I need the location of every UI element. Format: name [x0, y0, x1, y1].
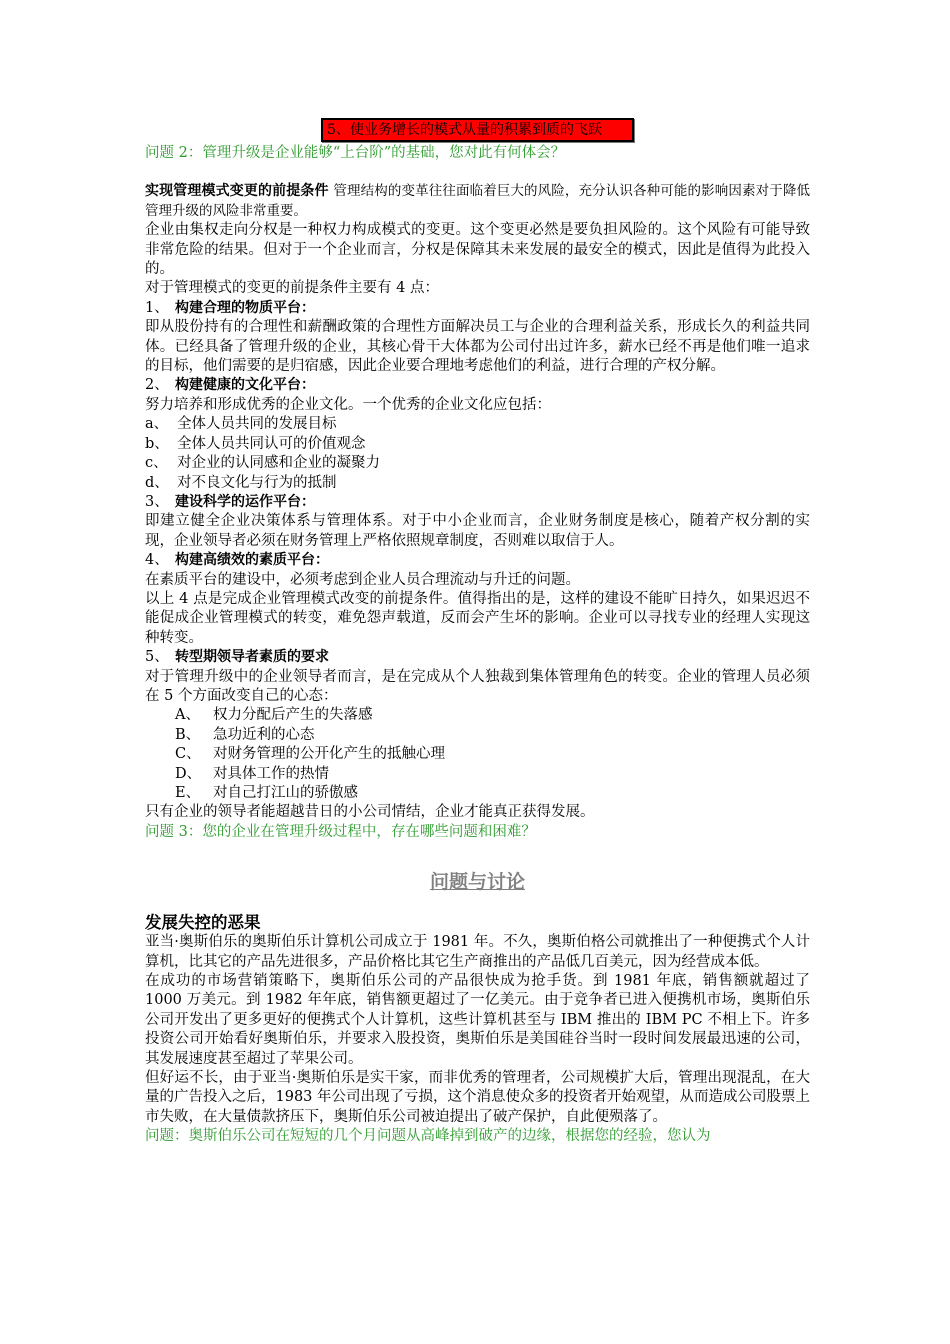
case-paragraph: 在成功的市场营销策略下，奥斯伯乐公司的产品很快成为抢手货。到 1981 年底，销售额就超过了 1000 万美元。到 1982 年年底，销售额更超过了一亿美元。由于竞争者已进入便携机市场，奥斯伯乐公司开发出了更多更好的便携式个人计算机，这些计算机甚至与 IBM 推出的 IBM PC 不相上下。许多投资公司开始看好奥斯伯乐，并要求入股投资，奥斯伯乐是美国硅谷当时一段时间发展最迅速的公司，其发展速度甚至超过了苹果公司。 [145, 973, 810, 1067]
list-item-heading: 5、 转型期领导者素质的要求 [145, 649, 329, 666]
list-item-heading: 3、 建设科学的运作平台： [145, 493, 315, 510]
list-item-heading: 1、 构建合理的物质平台： [145, 299, 315, 316]
list-item-heading: 2、 构建健康的文化平台： [145, 377, 315, 394]
section-title: 实现管理模式变更的前提条件 [145, 183, 329, 200]
paragraph-decentralization: 企业由集权走向分权是一种权力构成模式的变更。这个变更必然是要负担风险的。这个风险有可能导致非常危险的结果。但对于一个企业而言，分权是保障其未来发展的最安全的模式，因此是值得为此投入的。 [145, 222, 810, 278]
question-2: 问题 2：管理升级是企业能够“上台阶”的基础，您对此有何体会？ [145, 145, 566, 161]
document-body [145, 118, 810, 1147]
discussion-heading: 问题与讨论 [429, 871, 525, 894]
mindset-item: C、 对财务管理的公开化产生的抵触心理 [175, 746, 445, 763]
list-item-text: 即从股份持有的合理性和薪酬政策的合理性方面解决员工与企业的合理利益关系，形成长久的利益共同体。已经具备了管理升级的企业，其核心骨干大体都为公司付出过许多，薪水已经不再是他们唯一追求的目标，他们需要的是归宿感，因此企业要合理地考虑他们的利益，进行合理的产权分解。 [145, 319, 810, 375]
culture-item: d、 对不良文化与行为的抵制 [145, 474, 337, 491]
case-question: 问题：奥斯伯乐公司在短短的几个月问题从高峰掉到破产的边缘，根据您的经验，您认为 [145, 1128, 711, 1145]
paragraph-conclusion: 只有企业的领导者能超越昔日的小公司情结，企业才能真正获得发展。 [145, 804, 595, 821]
case-paragraph: 但好运不长，由于亚当·奥斯伯乐是实干家，而非优秀的管理者，公司规模扩大后，管理出现混乱，在大量的广告投入之后，1983 年公司出现了亏损，这个消息使众多的投资者开始观望，从而造成公司股票上市失败，在大量债款挤压下，奥斯伯乐公司被迫提出了破产保护，自此便殒落了。 [145, 1070, 811, 1125]
paragraph-conditions: 对于管理模式的变更的前提条件主要有 4 点： [145, 280, 439, 297]
mindset-item: D、 对具体工作的热情 [175, 765, 329, 782]
list-item-text: 努力培养和形成优秀的企业文化。一个优秀的企业文化应包括： [145, 396, 551, 413]
paragraph-summary: 以上 4 点是完成企业管理模式改变的前提条件。值得指出的是，这样的建设不能旷日持久，如果迟迟不能促成企业管理模式的转变，难免怨声载道，反而会产生坏的影响。企业可以寻找专业的经理人实现这种转变。 [145, 590, 810, 646]
section-intro [145, 182, 810, 221]
list-item-text: 即建立健全企业决策体系与管理体系。对于中小企业而言，企业财务制度是核心，随着产权分割的实现，企业领导者必须在财务管理上严格依照规章制度，否则难以取信于人。 [145, 513, 810, 549]
culture-item: c、 对企业的认同感和企业的凝聚力 [145, 455, 380, 472]
culture-item: a、 全体人员共同的发展目标 [145, 416, 337, 433]
case-title: 发展失控的恶果 [145, 913, 261, 933]
question-3: 问题 3：您的企业在管理升级过程中，存在哪些问题和困难？ [145, 823, 536, 840]
banner-wrap [145, 118, 810, 144]
section-banner: 5、使业务增长的模式从量的积累到质的飞跃 [321, 118, 634, 142]
mindset-item: A、 权力分配后产生的失落感 [175, 707, 373, 724]
mindset-item: B、 急功近利的心态 [175, 726, 315, 743]
case-paragraph: 亚当·奥斯伯乐的奥斯伯乐计算机公司成立于 1981 年。不久，奥斯伯格公司就推出了一种便携式个人计算机，比其它的产品先进很多，产品价格比其它生产商推出的产品低几百美元，因为经营成本低。 [145, 934, 810, 970]
list-item-text: 对于管理升级中的企业领导者而言，是在完成从个人独裁到集体管理角色的转变。企业的管理人员必须在 5 个方面改变自己的心态： [145, 668, 810, 704]
list-item-heading: 4、 构建高绩效的素质平台： [145, 552, 329, 569]
culture-item: b、 全体人员共同认可的价值观念 [145, 435, 366, 452]
section-intro-text: 管理结构的变革往往面临着巨大的风险，充分认识各种可能的影响因素对于降低管理升级的风险非常重要。 [145, 183, 811, 219]
list-item-text: 在素质平台的建设中，必须考虑到企业人员合理流动与升迁的问题。 [145, 571, 580, 588]
mindset-item: E、 对自己打江山的骄傲感 [175, 785, 358, 801]
